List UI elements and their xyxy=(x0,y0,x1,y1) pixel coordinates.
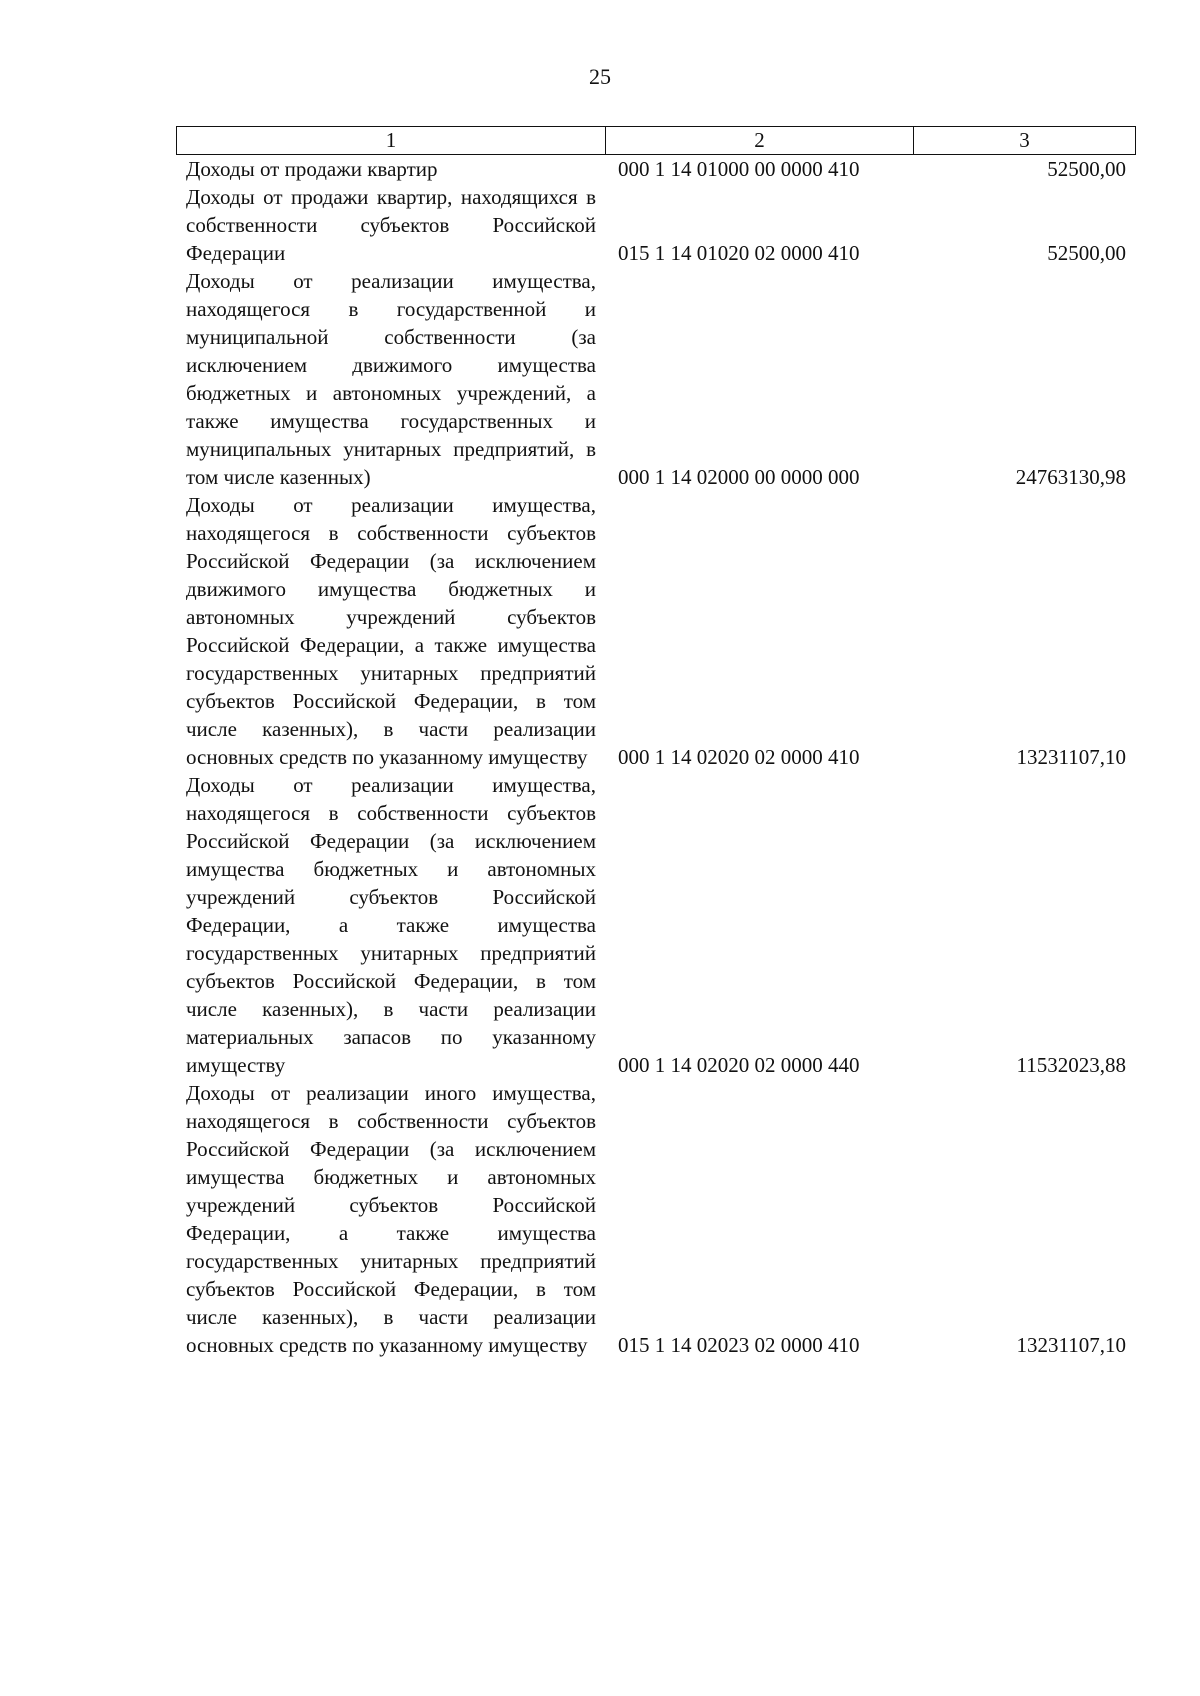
column-header-3: 3 xyxy=(913,127,1135,154)
table-row xyxy=(176,771,1136,1079)
table-row xyxy=(176,267,1136,491)
row-code: 000 1 14 02000 00 0000 000 xyxy=(618,465,860,489)
column-header-1: 1 xyxy=(385,128,397,152)
row-description: Доходы от реализации имущества, находящегося в государственной и муниципальной собственности (за исключением движимого имущества бюджетных и автономных учреждений, а также имущества государственных и муниципальных унитарных предприятий, в том числе казенных) xyxy=(186,269,596,489)
row-amount: 52500,00 xyxy=(1047,241,1126,265)
table-row xyxy=(176,1079,1136,1359)
row-amount: 13231107,10 xyxy=(1016,745,1126,769)
row-amount: 13231107,10 xyxy=(1016,1333,1126,1357)
row-description: Доходы от реализации имущества, находящегося в собственности субъектов Российской Федерации (за исключением движимого имущества бюджетных и автономных учреждений субъектов Российской Федерации, а также имущества государственных унитарных предприятий субъектов Российской Федерации, в том числе казенных), в части реализации основных средств по указанному имуществу xyxy=(186,493,596,769)
row-code: 000 1 14 01000 00 0000 410 xyxy=(618,157,860,181)
column-header-2: 2 xyxy=(605,127,913,154)
row-code: 015 1 14 02023 02 0000 410 xyxy=(618,1333,860,1357)
revenue-table xyxy=(176,126,1136,1359)
row-amount: 24763130,98 xyxy=(1015,465,1126,489)
table-header-row xyxy=(176,126,1136,155)
row-description: Доходы от реализации иного имущества, находящегося в собственности субъектов Российской Федерации (за исключением имущества бюджетных и автономных учреждений субъектов Российской Федерации, а также имущества государственных унитарных предприятий субъектов Российской Федерации, в том числе казенных), в части реализации основных средств по указанному имуществу xyxy=(186,1081,596,1357)
table-row xyxy=(176,183,1136,267)
row-code: 000 1 14 02020 02 0000 410 xyxy=(618,745,860,769)
row-code: 000 1 14 02020 02 0000 440 xyxy=(618,1053,860,1077)
table-row xyxy=(176,491,1136,771)
table-row xyxy=(176,155,1136,183)
row-description: Доходы от реализации имущества, находящегося в собственности субъектов Российской Федерации (за исключением имущества бюджетных и автономных учреждений субъектов Российской Федерации, а также имущества государственных унитарных предприятий субъектов Российской Федерации, в том числе казенных), в части реализации материальных запасов по указанному имуществу xyxy=(186,773,596,1077)
page-number: 25 xyxy=(589,64,611,89)
row-description: Доходы от продажи квартир xyxy=(186,157,438,181)
row-amount: 52500,00 xyxy=(1047,157,1126,181)
row-amount: 11532023,88 xyxy=(1016,1053,1126,1077)
row-description: Доходы от продажи квартир, находящихся в собственности субъектов Российской Федерации xyxy=(186,185,596,265)
row-code: 015 1 14 01020 02 0000 410 xyxy=(618,241,860,265)
